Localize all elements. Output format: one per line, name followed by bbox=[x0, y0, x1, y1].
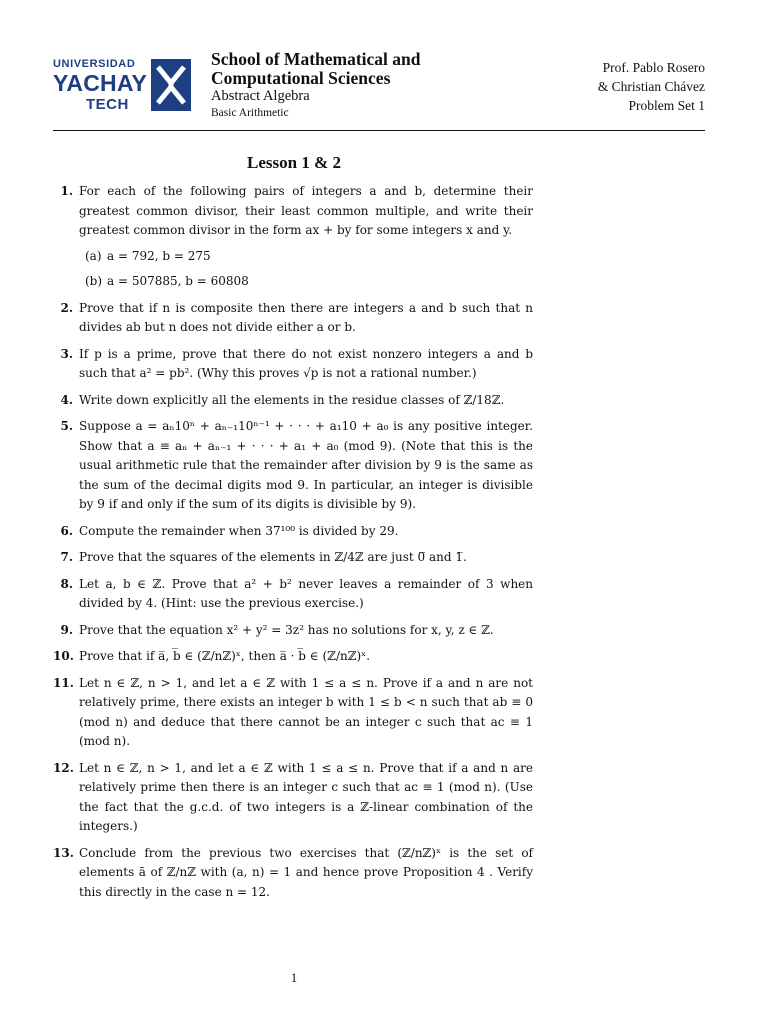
problem-item bbox=[53, 299, 533, 338]
problem-item bbox=[53, 345, 533, 384]
subpart-label: (b) bbox=[85, 274, 103, 288]
problem-item bbox=[53, 759, 533, 837]
problem-number: 9. bbox=[60, 622, 73, 637]
problem-item bbox=[53, 647, 533, 667]
problem-text: Prove that the squares of the elements in ℤ/4ℤ are just 0̅ and 1̅. bbox=[79, 550, 467, 564]
problem-item bbox=[53, 522, 533, 542]
course-title: Abstract Algebra bbox=[211, 88, 310, 104]
problem-text: Prove that if a̅, b̅ ∈ (ℤ/nℤ)ˣ, then a̅ · b̅ ∈ (ℤ/nℤ)ˣ. bbox=[79, 649, 371, 663]
problem-item bbox=[53, 621, 533, 641]
subpart-label: (a) bbox=[85, 248, 102, 263]
author-2: & Christian Chávez bbox=[597, 79, 705, 94]
problem-text: Suppose a = aₙ10ⁿ + aₙ₋₁10ⁿ⁻¹ + · · · + a₁10 + a₀ is any positive integer. Show that a ≡ aₙ + aₙ₋₁ + · · · + a₁ + a₀ (mod 9). (Note that this is the usual arithmetic rule that the remainder after division by 9 is the same as the sum of the decimal digits mod 9. In particular, an integer is divisible by 9 if and only if the sum of its digits is divisible by 9). bbox=[79, 419, 533, 511]
problem-item bbox=[53, 575, 533, 614]
problem-number: 8. bbox=[60, 576, 73, 591]
page-number: 1 bbox=[290, 970, 298, 985]
author-block bbox=[598, 58, 705, 115]
logo-mark-icon bbox=[151, 59, 191, 111]
problem-item bbox=[53, 182, 533, 292]
problem-number: 2. bbox=[60, 300, 73, 315]
page-header bbox=[53, 48, 705, 130]
subpart-text: a = 792, b = 275 bbox=[107, 248, 211, 263]
topic-subtitle: Basic Arithmetic bbox=[211, 107, 289, 119]
problem-number: 5. bbox=[60, 419, 73, 433]
university-logo bbox=[53, 58, 203, 120]
subpart-text: a = 507885, b = 60808 bbox=[107, 274, 249, 288]
problem-number: 6. bbox=[60, 523, 73, 538]
logo-text-yachay: YACHAY bbox=[53, 70, 148, 96]
problem-text: If p is a prime, prove that there do not exist nonzero integers a and b such that a² = pb². (Why this proves √p is not a rational number.) bbox=[79, 346, 533, 380]
problem-text: Let n ∈ ℤ, n > 1, and let a ∈ ℤ with 1 ≤ a ≤ n. Prove that if a and n are relatively prime then there is an integer c such that ac ≡ 1 (mod n). (Use the fact that the g.c.d. of two integers is a ℤ-linear combination of the integers.) bbox=[79, 760, 533, 833]
problem-text: Prove that the equation x² + y² = 3z² has no solutions for x, y, z ∈ ℤ. bbox=[79, 622, 494, 637]
problem-text: Prove that if n is composite then there are integers a and b such that n divides ab but n does not divide either a or b. bbox=[79, 300, 533, 334]
problem-list bbox=[53, 182, 533, 909]
problem-subpart bbox=[79, 272, 533, 292]
problem-set-label: Problem Set 1 bbox=[628, 98, 705, 113]
problem-number: 7. bbox=[60, 550, 73, 564]
problem-number: 4. bbox=[60, 392, 73, 407]
problem-number: 3. bbox=[60, 346, 73, 361]
problem-number: 1. bbox=[60, 184, 73, 198]
problem-subpart bbox=[79, 247, 533, 267]
lesson-title: Lesson 1 & 2 bbox=[247, 153, 341, 172]
problem-text: Let a, b ∈ ℤ. Prove that a² + b² never leaves a remainder of 3 when divided by 4. (Hint: use the previous exercise.) bbox=[79, 576, 533, 610]
problem-text: Write down explicitly all the elements in the residue classes of ℤ/18ℤ. bbox=[79, 392, 505, 407]
school-name: School of Mathematical and Computational Sciences bbox=[211, 49, 421, 88]
problem-number: 10. bbox=[53, 649, 74, 663]
problem-item bbox=[53, 417, 533, 515]
problem-text: Let n ∈ ℤ, n > 1, and let a ∈ ℤ with 1 ≤ a ≤ n. Prove if a and n are not relatively prime, there exists an integer b with 1 ≤ b < n such that ab ≡ 0 (mod n) and deduce that there cannot be an integer c such that ac ≡ 1 (mod n). bbox=[79, 675, 533, 748]
problem-text: For each of the following pairs of integers a and b, determine their greatest common divisor, their least common multiple, and write their greatest common divisor in the form ax + by for some integers x and y. bbox=[79, 184, 533, 237]
problem-item bbox=[53, 391, 533, 411]
problem-number: 12. bbox=[53, 760, 74, 775]
author-1: Prof. Pablo Rosero bbox=[602, 60, 705, 75]
problem-text: Compute the remainder when 37¹⁰⁰ is divided by 29. bbox=[79, 523, 399, 538]
logo-text-universidad: UNIVERSIDAD bbox=[53, 58, 136, 70]
problem-number: 13. bbox=[53, 845, 74, 860]
problem-item bbox=[53, 674, 533, 752]
problem-number: 11. bbox=[53, 675, 74, 690]
problem-text: Conclude from the previous two exercises that (ℤ/nℤ)ˣ is the set of elements ā of ℤ/nℤ with (a, n) = 1 and hence prove Proposition 4 . Verify this directly in the case n = 12. bbox=[79, 845, 533, 899]
problem-item bbox=[53, 548, 533, 568]
problem-item bbox=[53, 844, 533, 903]
logo-text-tech: TECH bbox=[86, 96, 129, 113]
header-divider bbox=[53, 130, 705, 131]
